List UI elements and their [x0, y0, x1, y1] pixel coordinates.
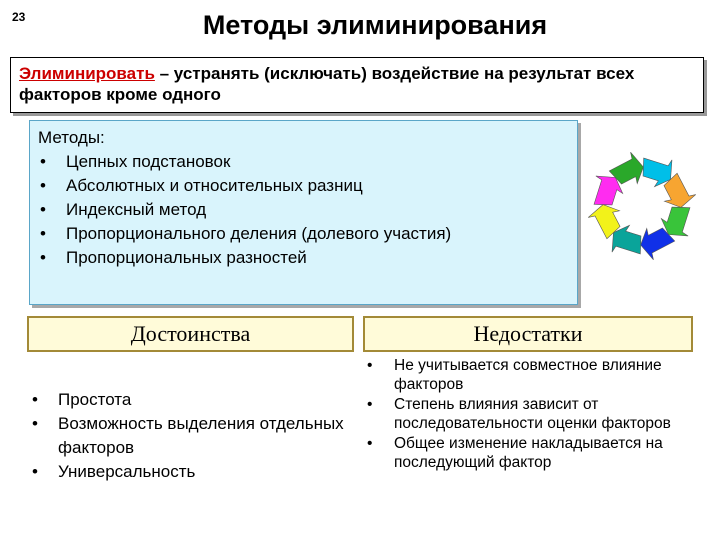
page-title: Методы элиминирования: [202, 10, 548, 40]
methods-list-item: • Индексный метод: [38, 198, 577, 222]
disadvantages-list: [365, 356, 700, 473]
advantage-item: • Простота: [30, 388, 350, 412]
methods-box: [29, 120, 578, 305]
methods-list: [38, 150, 577, 270]
disadvantage-item: • Степень влияния зависит от последовательности оценки факторов: [365, 395, 700, 433]
disadvantage-item: • Общее изменение накладывается на последующий фактор: [365, 434, 700, 472]
methods-list-item: • Цепных подстановок: [38, 150, 577, 174]
definition-text: – устранять (исключать) воздействие на результат всех факторов кроме одного: [19, 64, 635, 104]
slide-number: 23: [12, 10, 26, 24]
advantage-item: • Возможность выделения отдельных факторов: [30, 412, 350, 460]
methods-list-item: • Пропорционального деления (долевого участия): [38, 222, 577, 246]
methods-list-item: • Абсолютных и относительных разниц: [38, 174, 577, 198]
advantages-heading: Достоинства: [27, 316, 354, 352]
cycle-arrows-icon: [586, 150, 698, 262]
advantage-item: • Универсальность: [30, 460, 350, 484]
definition-box: [10, 57, 704, 113]
methods-heading: Методы:: [38, 128, 105, 147]
disadvantage-item: • Не учитывается совместное влияние факторов: [365, 356, 700, 394]
methods-list-item: • Пропорциональных разностей: [38, 246, 577, 270]
disadvantages-heading: Недостатки: [363, 316, 693, 352]
definition-term: Элиминировать: [19, 64, 155, 83]
advantages-list: [30, 388, 350, 484]
